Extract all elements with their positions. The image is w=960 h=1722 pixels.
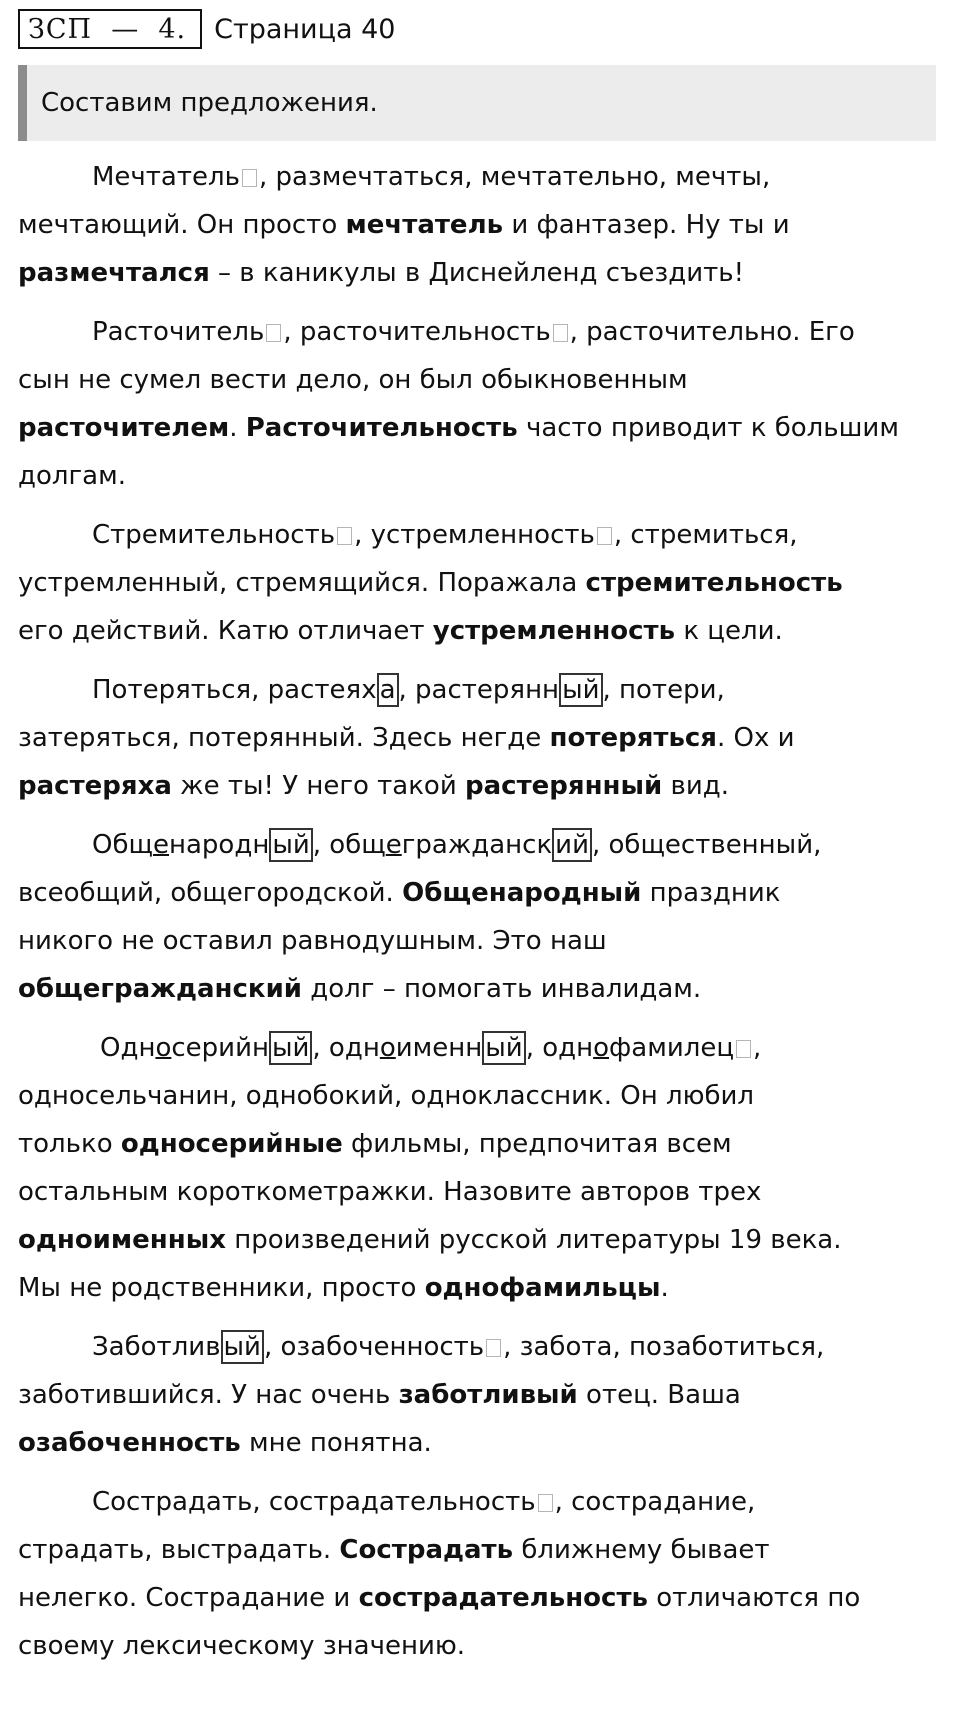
bold-word: односерийные — [120, 1129, 343, 1159]
bold-word: Сострадать — [339, 1535, 514, 1565]
text-run: Потеряться, растеях — [92, 675, 377, 705]
text-line — [18, 714, 948, 762]
text-line — [18, 762, 948, 810]
paragraph — [18, 821, 948, 1013]
text-run: остальным короткометражки. Назовите авторов трех — [18, 1177, 762, 1207]
ending-box: ый — [482, 1031, 525, 1065]
text-run: , растерянн — [398, 675, 560, 705]
text-line — [18, 869, 948, 917]
text-run: , общ — [312, 830, 386, 860]
bold-word: растерянный — [465, 771, 663, 801]
text-run: же ты! У него такой — [171, 771, 466, 801]
text-run: Одн — [100, 1033, 156, 1063]
text-line — [18, 607, 948, 655]
text-run: , расточительность — [283, 317, 551, 347]
text-run: только — [18, 1129, 121, 1159]
bold-word: однофамильцы — [424, 1273, 661, 1303]
text-line — [18, 404, 948, 452]
text-run: всеобщий, общегородской. — [18, 878, 403, 908]
exercise-code: ЗСП — 4. — [18, 9, 202, 49]
text-run: , одн — [525, 1033, 594, 1063]
text-run: , устремленность — [354, 520, 595, 550]
text-run: устремленный, стремящийся. Поражала — [18, 568, 586, 598]
connecting-vowel: о — [379, 1033, 396, 1063]
connecting-vowel: е — [153, 830, 169, 860]
text-run: серийн — [171, 1033, 269, 1063]
text-line — [18, 1024, 948, 1072]
text-run: – в каникулы в Диснейленд съездить! — [209, 258, 745, 288]
text-line — [18, 1526, 948, 1574]
text-run: , размечтаться, мечтательно, мечты, — [258, 162, 771, 192]
text-line — [18, 1574, 948, 1622]
zero-ending-mark — [538, 1494, 553, 1512]
text-run: ближнему бывает — [513, 1535, 770, 1565]
bold-word: размечтался — [18, 258, 210, 288]
task-banner — [18, 65, 936, 141]
text-run: вид. — [662, 771, 729, 801]
text-line — [18, 917, 948, 965]
bold-word: Общенародный — [402, 878, 642, 908]
bold-word: озабоченность — [18, 1428, 241, 1458]
zero-ending-mark — [736, 1040, 751, 1058]
zero-ending-mark — [486, 1339, 501, 1357]
text-run: , расточительно. Его — [569, 317, 855, 347]
text-run: заботившийся. У нас очень — [18, 1380, 399, 1410]
text-line — [18, 201, 948, 249]
text-line — [18, 1264, 948, 1312]
text-line — [18, 821, 948, 869]
page-number: Страница 40 — [214, 13, 396, 45]
text-line — [18, 1478, 948, 1526]
text-line — [18, 452, 948, 500]
text-run: Мечтатель — [92, 162, 240, 192]
zero-ending-mark — [337, 527, 352, 545]
text-run: произведений русской литературы 19 века. — [226, 1225, 842, 1255]
text-run: , общественный, — [591, 830, 822, 860]
text-line — [18, 1072, 948, 1120]
paragraph — [18, 666, 948, 810]
text-line — [18, 1168, 948, 1216]
text-run: Расточитель — [92, 317, 265, 347]
exercise-content — [18, 153, 948, 1681]
text-run: гражданск — [401, 830, 553, 860]
bold-word: мечтатель — [345, 210, 504, 240]
text-run: фильмы, предпочитая всем — [342, 1129, 732, 1159]
text-run: своему лексическому значению. — [18, 1631, 465, 1661]
text-run: односельчанин, однобокий, одноклассник. Он любил — [18, 1081, 755, 1111]
text-run: . — [660, 1273, 669, 1303]
text-run: Общ — [92, 830, 153, 860]
text-run: праздник — [641, 878, 781, 908]
paragraph — [18, 1323, 948, 1467]
text-run: , — [753, 1033, 762, 1063]
text-run: затеряться, потерянный. Здесь негде — [18, 723, 550, 753]
bold-word: растеряха — [18, 771, 172, 801]
bold-word: Расточительность — [245, 413, 518, 443]
ending-box: ый — [269, 1031, 312, 1065]
ending-box: ий — [552, 828, 592, 862]
text-line — [18, 1622, 948, 1670]
zero-ending-mark — [597, 527, 612, 545]
text-run: . — [229, 413, 246, 443]
text-run: , стремиться, — [613, 520, 798, 550]
text-line — [18, 559, 948, 607]
bold-word: стремительность — [585, 568, 843, 598]
text-line — [18, 356, 948, 404]
text-run: , потери, — [602, 675, 725, 705]
text-run: мечтающий. Он просто — [18, 210, 346, 240]
text-run: никого не оставил равнодушным. Это наш — [18, 926, 607, 956]
text-line — [18, 511, 948, 559]
text-line — [18, 1323, 948, 1371]
ending-box: ый — [269, 828, 312, 862]
zero-ending-mark — [553, 324, 568, 342]
connecting-vowel: о — [155, 1033, 172, 1063]
text-line — [18, 1371, 948, 1419]
text-line — [18, 153, 948, 201]
bold-word: общегражданский — [18, 974, 303, 1004]
text-run: и фантазер. Ну ты и — [503, 210, 790, 240]
connecting-vowel: е — [385, 830, 402, 860]
paragraph — [18, 511, 948, 655]
paragraph — [18, 153, 948, 297]
zero-ending-mark — [242, 169, 257, 187]
bold-word: устремленность — [432, 616, 676, 646]
zero-ending-mark — [266, 324, 281, 342]
text-line — [18, 249, 948, 297]
text-line — [18, 965, 948, 1013]
text-run: сын не сумел вести дело, он был обыкновенным — [18, 365, 688, 395]
text-run: часто приводит к большим — [517, 413, 899, 443]
bold-word: расточителем — [18, 413, 230, 443]
text-run: , забота, позаботиться, — [503, 1332, 825, 1362]
text-run: , озабоченность — [263, 1332, 485, 1362]
text-run: Заботлив — [92, 1332, 221, 1362]
text-run: фамилец — [609, 1033, 735, 1063]
bold-word: одноименных — [18, 1225, 226, 1255]
text-line — [18, 1216, 948, 1264]
paragraph — [18, 1478, 948, 1670]
text-run: нелегко. Сострадание и — [18, 1583, 359, 1613]
text-run: его действий. Катю отличает — [18, 616, 433, 646]
text-line — [18, 1120, 948, 1168]
bold-word: сострадательность — [358, 1583, 648, 1613]
text-run: народн — [169, 830, 270, 860]
text-line — [18, 1419, 948, 1467]
text-run: страдать, выстрадать. — [18, 1535, 340, 1565]
text-run: отличаются по — [647, 1583, 861, 1613]
text-run: отец. Ваша — [577, 1380, 741, 1410]
ending-box: ый — [559, 673, 602, 707]
text-run: именн — [395, 1033, 483, 1063]
ending-box: а — [377, 673, 399, 707]
text-run: долг – помогать инвалидам. — [302, 974, 702, 1004]
text-run: , одн — [312, 1033, 380, 1063]
paragraph — [18, 308, 948, 500]
ending-box: ый — [221, 1330, 264, 1364]
page-header — [18, 10, 395, 48]
bold-word: заботливый — [398, 1380, 578, 1410]
text-line — [18, 666, 948, 714]
task-text: Составим предложения. — [41, 88, 378, 118]
text-run: Стремительность — [92, 520, 336, 550]
text-run: мне понятна. — [240, 1428, 432, 1458]
paragraph — [18, 1024, 948, 1312]
connecting-vowel: о — [593, 1033, 610, 1063]
text-run: к цели. — [675, 616, 783, 646]
text-run: . Ох и — [717, 723, 795, 753]
bold-word: потеряться — [549, 723, 717, 753]
text-run: , сострадание, — [554, 1487, 756, 1517]
text-run: долгам. — [18, 461, 126, 491]
text-run: Сострадать, сострадательность — [92, 1487, 536, 1517]
text-line — [18, 308, 948, 356]
text-run: Мы не родственники, просто — [18, 1273, 425, 1303]
